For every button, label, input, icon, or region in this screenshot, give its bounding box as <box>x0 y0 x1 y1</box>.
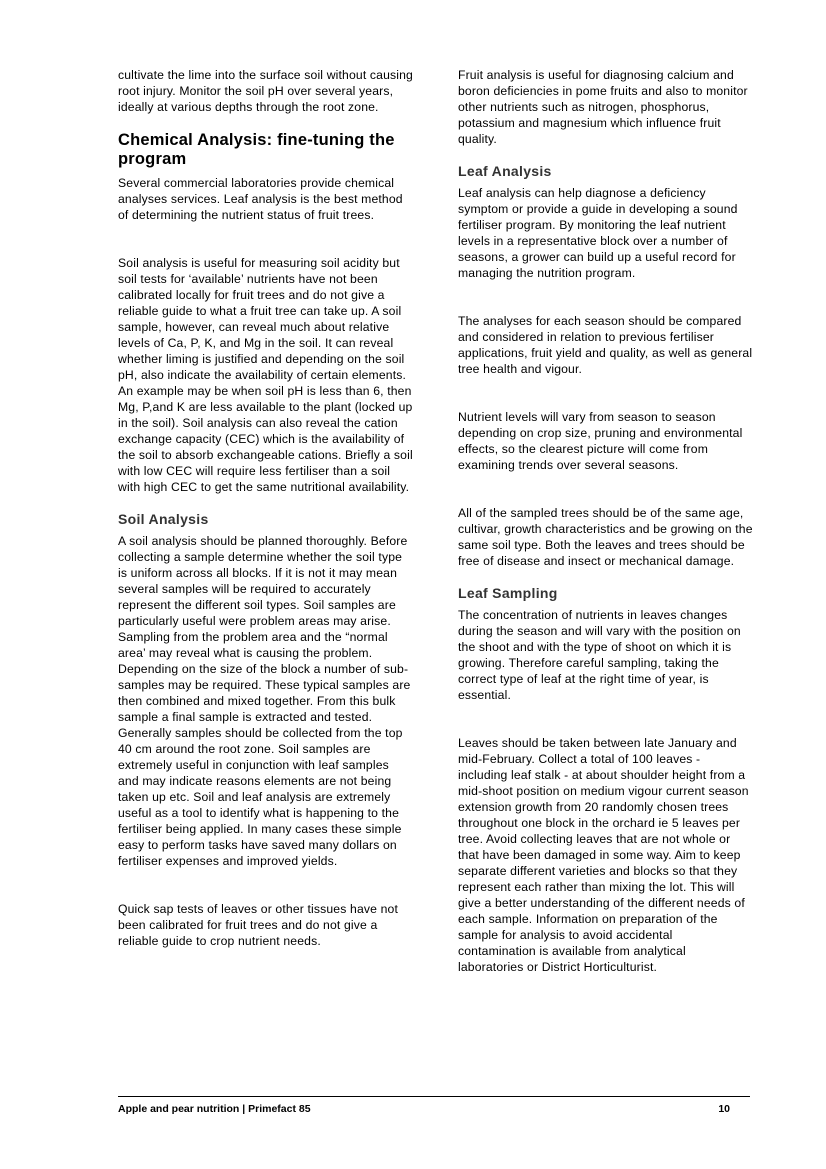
fruit-paragraph: Fruit analysis is useful for diagnosing calcium and boron deficiencies in pome fruits and also to monitor other nutrients such as nitrogen, phosphorus, potassium and magnesium which influence fruit quality. <box>458 68 748 146</box>
leaf-sampling-heading: Leaf Sampling <box>458 585 558 601</box>
soil-paragraph-1: A soil analysis should be planned thoroughly. Before collecting a sample determine whether the soil type is uniform across all blocks. If it is not it may mean several samples will be required to accurately represent the different soil types. Soil samples are particularly useful were problem areas may arise. Sampling from the problem area and the “normal area’ may reveal what is causing the problem. Depending on the size of the block a number of sub-samples may be required. These typical samples are then combined and mixed together. From this bulk sample a final sample is extracted and tested. Generally samples should be collected from the top 40 cm around the root zone. Soil samples are extremely useful in conjunction with leaf samples and may indicate reasons elements are not being taken up etc. Soil and leaf analysis are extremely useful as a tool to identify what is happening to the fertiliser being applied. In many cases these simple easy to perform tasks have saved many dollars on fertiliser expenses and improved yields. <box>118 534 411 868</box>
soil-analysis-heading: Soil Analysis <box>118 511 209 527</box>
right-column <box>458 67 753 975</box>
footer-divider <box>118 1096 750 1097</box>
page-number: 10 <box>718 1103 730 1115</box>
chemical-paragraph-2: Soil analysis is useful for measuring soil acidity but soil tests for ‘available’ nutrients have not been calibrated locally for fruit trees and do not give a reliable guide to what a fruit tree can take up. A soil sample, however, can reveal much about relative levels of Ca, P, K, and Mg in the soil. It can reveal whether liming is justified and depending on the soil pH, also indicate the availability of certain elements. An example may be when soil pH is less than 6, then Mg, P,and K are less available to the plant (locked up in the soil). Soil analysis can also reveal the cation exchange capacity (CEC) which is the availability of the soil to absorb exchangeable cations. Briefly a soil with low CEC will require less fertiliser than a soil with high CEC to get the same nutritional availability. <box>118 256 413 494</box>
leaf-analysis-heading: Leaf Analysis <box>458 163 552 179</box>
leaf-paragraph-3: Nutrient levels will vary from season to season depending on crop size, pruning and environmental effects, so the clearest picture will come from examining trends over several seasons. <box>458 410 743 472</box>
soil-paragraph-2: Quick sap tests of leaves or other tissues have not been calibrated for fruit trees and do not give a reliable guide to crop nutrient needs. <box>118 902 398 948</box>
leaf-paragraph-4: All of the sampled trees should be of the same age, cultivar, growth characteristics and be growing on the same soil type. Both the leaves and trees should be free of disease and insect or mechanical damage. <box>458 506 753 568</box>
intro-paragraph: cultivate the lime into the surface soil without causing root injury. Monitor the soil pH over several years, ideally at various depths through the root zone. <box>118 68 413 114</box>
chemical-paragraph-1: Several commercial laboratories provide chemical analyses services. Leaf analysis is the best method of determining the nutrient status of fruit trees. <box>118 176 403 222</box>
sampling-paragraph-2: Leaves should be taken between late January and mid-February. Collect a total of 100 leaves - including leaf stalk - at about shoulder height from a mid-shoot position on medium vigour current season extension growth from 20 randomly chosen trees throughout one block in the orchard ie 5 leaves per tree. Avoid collecting leaves that are not whole or that have been damaged in some way. Aim to keep separate different varieties and blocks so that they represent each rather than mixing the lot. This will give a better understanding of the different needs of each sample. Information on preparation of the sample for analysis to avoid accidental contamination is available from analytical laboratories or District Horticulturist. <box>458 736 749 974</box>
sampling-paragraph-1: The concentration of nutrients in leaves changes during the season and will vary with the position on the shoot and with the type of shoot on which it is growing. Therefore careful sampling, taking the correct type of leaf at the right time of year, is essential. <box>458 608 741 702</box>
leaf-paragraph-2: The analyses for each season should be compared and considered in relation to previous fertiliser applications, fruit yield and quality, as well as general tree health and vigour. <box>458 314 753 376</box>
left-column <box>118 67 413 949</box>
chemical-analysis-heading: Chemical Analysis: fine-tuning the program <box>118 131 395 168</box>
leaf-paragraph-1: Leaf analysis can help diagnose a deficiency symptom or provide a guide in developing a sound fertiliser program. By monitoring the leaf nutrient levels in a representative block over a number of seasons, a grower can build up a useful record for managing the nutrition program. <box>458 186 738 280</box>
footer-title: Apple and pear nutrition | Primefact 85 <box>118 1103 311 1115</box>
